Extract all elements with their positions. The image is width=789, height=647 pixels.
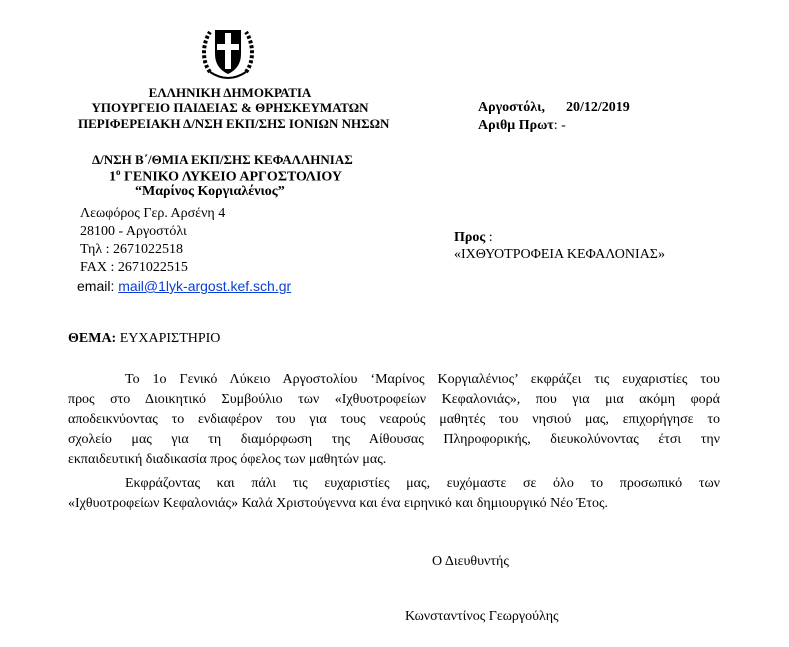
protocol-row	[478, 118, 566, 134]
ministry-line: ΥΠΟΥΡΓΕΙΟ ΠΑΙΔΕΙΑΣ & ΘΡΗΣΚΕΥΜΑΤΩΝ	[91, 100, 369, 115]
p2-line-2: «Ιχθυοτροφείων Κεφαλονιάς» Καλά Χριστούγεννα και ένα ειρηνικό και δημιουργικό Νέο Έτος.	[68, 496, 608, 511]
subject-text: ΕΥΧΑΡΙΣΤΗΡΙΟ	[116, 331, 221, 346]
place-label: Αργοστόλι,	[478, 100, 545, 115]
signature-name: Κωνσταντίνος Γεωργούλης	[405, 609, 559, 624]
school-number-sup: ο	[116, 167, 121, 177]
p1-line-4: σχολείο μας για τη διαμόρφωση της Αίθουσας Πληροφορικής, διευκολύνοντας έτσι την	[68, 432, 720, 447]
school-subtitle: “Μαρίνος Κοργιαλένιος”	[135, 184, 285, 199]
place-date	[478, 100, 630, 116]
greek-coat-of-arms-icon	[200, 22, 256, 82]
body-paragraph-1	[68, 370, 720, 470]
recipient-label: Προς	[454, 230, 486, 245]
fax-line: FAX : 2671022515	[80, 260, 188, 275]
body-paragraph-2	[68, 474, 720, 514]
postal-line: 28100 - Αργοστόλι	[80, 224, 187, 239]
protocol-value: : -	[553, 118, 566, 133]
phone-line: Τηλ : 2671022518	[80, 242, 184, 257]
republic-line: ΕΛΛΗΝΙΚΗ ΔΗΜΟΚΡΑΤΙΑ	[148, 85, 312, 100]
p1-line-2: προς στο Διοικητικό Συμβούλιο των «Ιχθυοτροφείων Κεφαλονιάς», που για μια ακόμη φορά	[68, 392, 720, 407]
email-label: email:	[77, 278, 115, 294]
regional-directorate-line: ΠΕΡΙΦΕΡΕΙΑΚΗ Δ/ΝΣΗ ΕΚΠ/ΣΗΣ ΙΟΝΙΩΝ ΝΗΣΩΝ	[78, 116, 390, 131]
subject-label: ΘΕΜΑ:	[68, 331, 117, 346]
email-row	[77, 278, 291, 294]
secondary-directorate-line: Δ/ΝΣΗ Β΄/ΘΜΙΑ ΕΚΠ/ΣΗΣ ΚΕΦΑΛΛΗΝΙΑΣ	[92, 152, 353, 167]
protocol-label: Αριθμ Πρωτ	[478, 118, 554, 133]
school-name-text: ΓΕΝΙΚΟ ΛΥΚΕΙΟ ΑΡΓΟΣΤΟΛΙΟΥ	[120, 169, 343, 185]
recipient-name: «ΙΧΘΥΟΤΡΟΦΕΙΑ ΚΕΦΑΛΟΝΙΑΣ»	[454, 247, 665, 262]
recipient-colon: :	[485, 230, 493, 245]
signature-role: Ο Διευθυντής	[432, 554, 509, 569]
p1-line-1: Το 1ο Γενικό Λύκειο Αργοστολίου ‘Μαρίνος Κοργιαλένιος’ εκφράζει τις ευχαριστίες του	[125, 372, 720, 387]
p2-line-1: Εκφράζοντας και πάλι τις ευχαριστίες μας, ευχόμαστε σε όλο το προσωπικό των	[125, 476, 720, 491]
subject-row	[68, 331, 220, 347]
p1-line-3: αποδεικνύοντας το ενδιαφέρον του για τους νεαρούς μαθητές του νησιού μας, επιχορήγησε το	[68, 412, 720, 427]
address-line: Λεωφόρος Γερ. Αρσένη 4	[80, 206, 226, 221]
school-number: 1	[109, 169, 116, 185]
email-link[interactable]: mail@1lyk-argost.kef.sch.gr	[118, 278, 292, 294]
school-name	[109, 167, 342, 186]
date-value: 20/12/2019	[565, 100, 630, 115]
recipient-label-row	[454, 230, 493, 246]
p1-line-5: εκπαιδευτική διαδικασία προς όφελος των μαθητών μας.	[68, 452, 387, 467]
